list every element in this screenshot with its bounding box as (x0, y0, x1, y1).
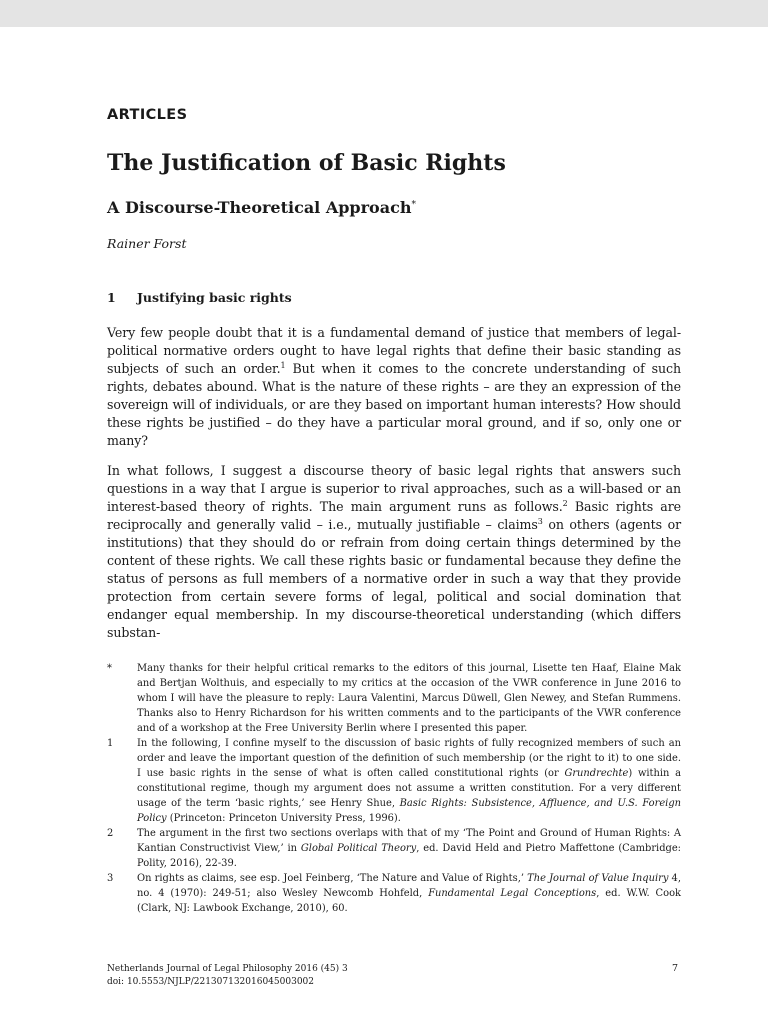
article-title: The Justification of Basic Rights (107, 150, 506, 176)
footnote-ref-1[interactable]: 1 (280, 361, 286, 370)
footnote-1 (107, 736, 681, 826)
footnote-text: Many thanks for their helpful critical remarks to the editors of this journal, Lisette ten Haaf, Elaine Mak and Bertjan Wolthuis, and especially to my critics at the occasion of the VWR conference in June 2016 to whom I will have the pleasure to reply: Laura Valentini, Marcus Düwell, Glen Newey, and Stefan Rummens. Thanks also to Henry Richardson for his written comments and to the participants of the VWR conference and of a workshop at the Free University Berlin where I presented this paper. (137, 663, 681, 734)
article-subtitle (107, 198, 416, 217)
paragraph-text: on others (agents or institutions) that they should do or refrain from doing certain things determined by the content of these rights. We call these rights basic or fundamental because they define the status of persons as full members of a normative order in such a way that they provide protection from certain severe forms of legal, political and social domination that endanger equal membership. In my discourse-theoretical understanding (which differs substan- (107, 517, 681, 640)
page-footer (107, 963, 348, 988)
footnote-mark: * (107, 663, 112, 674)
section-heading (107, 290, 292, 305)
footnote-mark: 3 (107, 873, 114, 884)
footnote-star (107, 661, 681, 736)
body-paragraph-1 (107, 324, 681, 450)
page-number: 7 (672, 963, 679, 974)
section-title: Justifying basic rights (137, 290, 292, 305)
footnote-text (137, 871, 681, 916)
footnote-ref-2[interactable]: 2 (562, 499, 568, 508)
footnote-text (137, 736, 681, 826)
footnote-book-title: Fundamental Legal Conceptions (428, 888, 597, 899)
paragraph-text: In what follows, I suggest a discourse theory of basic legal rights that answers such questions in a way that I argue is superior to rival approaches, such as a will-based or an interest-based theory of rights. The main argument runs as follows. (107, 463, 681, 514)
footnote-mark: 1 (107, 738, 114, 749)
author-name: Rainer Forst (107, 236, 187, 251)
footnote-italic-term: Grundrechte (564, 768, 629, 779)
viewer-top-bar (0, 0, 768, 27)
footnote-text-part: , ed. David Held and Pietro Maffettone (Cambridge: Polity, 2016), 22-39. (137, 843, 682, 869)
footnote-book-title: Basic Rights: Subsistence, Affluence, and U.S. Foreign Policy (137, 798, 681, 824)
footnote-journal-title: The Journal of Value Inquiry (527, 873, 669, 884)
footnote-text-part: On rights as claims, see esp. Joel Feinberg, ‘The Nature and Value of Rights,’ (137, 873, 528, 884)
footnote-book-title: Global Political Theory (300, 843, 417, 854)
paragraph-text: Very few people doubt that it is a fundamental demand of justice that members of legal-political normative orders ought to have legal rights that define their basic standing as subjects of such an order. (107, 325, 681, 376)
footnote-text (137, 826, 681, 871)
footnote-text-part: ) within a constitutional regime, though my argument does not assume a written constitution. For a very different usage of the term ‘basic rights,’ see Henry Shue, (137, 768, 682, 809)
section-number: 1 (107, 290, 116, 305)
footnote-text-part: (Princeton: Princeton University Press, 1996). (166, 813, 401, 824)
subtitle-text: A Discourse-Theoretical Approach (107, 198, 412, 217)
section-label: ARTICLES (107, 107, 188, 123)
footnote-3 (107, 871, 681, 916)
footnote-2 (107, 826, 681, 871)
document-page (0, 27, 768, 1024)
footnote-text-part: , ed. W.W. Cook (Clark, NJ: Lawbook Exchange, 2010), 60. (137, 888, 681, 914)
body-paragraph-2 (107, 462, 681, 642)
footnote-text-part: In the following, I confine myself to the discussion of basic rights of fully recognized members of such an order and leave the important question of the definition of such membership (or the right to it) to one side. I use basic rights in the sense of what is often called constitutional rights (or (137, 738, 681, 779)
footnote-mark: 2 (107, 828, 114, 839)
footnotes-section (107, 661, 681, 916)
doi-link[interactable]: doi: 10.5553/NJLP/221307132016045003002 (107, 976, 314, 987)
paragraph-text: But when it comes to the concrete understanding of such rights, debates abound. What is the nature of these rights – are they an expression of the sovereign will of individuals, or are they based on important human interests? How should these rights be justified – do they have a particular moral ground, and if so, only one or many? (107, 361, 682, 448)
paragraph-text: Basic rights are reciprocally and generally valid – i.e., mutually justifiable – claims (107, 499, 681, 532)
journal-citation: Netherlands Journal of Legal Philosophy 2016 (45) 3 (107, 964, 348, 974)
footnote-ref-3[interactable]: 3 (537, 517, 543, 526)
footnote-text-part: The argument in the first two sections overlaps with that of my ‘The Point and Ground of Human Rights: A Kantian Constructivist View,’ in (137, 828, 681, 854)
footnote-text-part: 4, no. 4 (1970): 249-51; also Wesley Newcomb Hohfeld, (137, 873, 681, 899)
subtitle-footnote-mark[interactable]: * (411, 200, 416, 210)
